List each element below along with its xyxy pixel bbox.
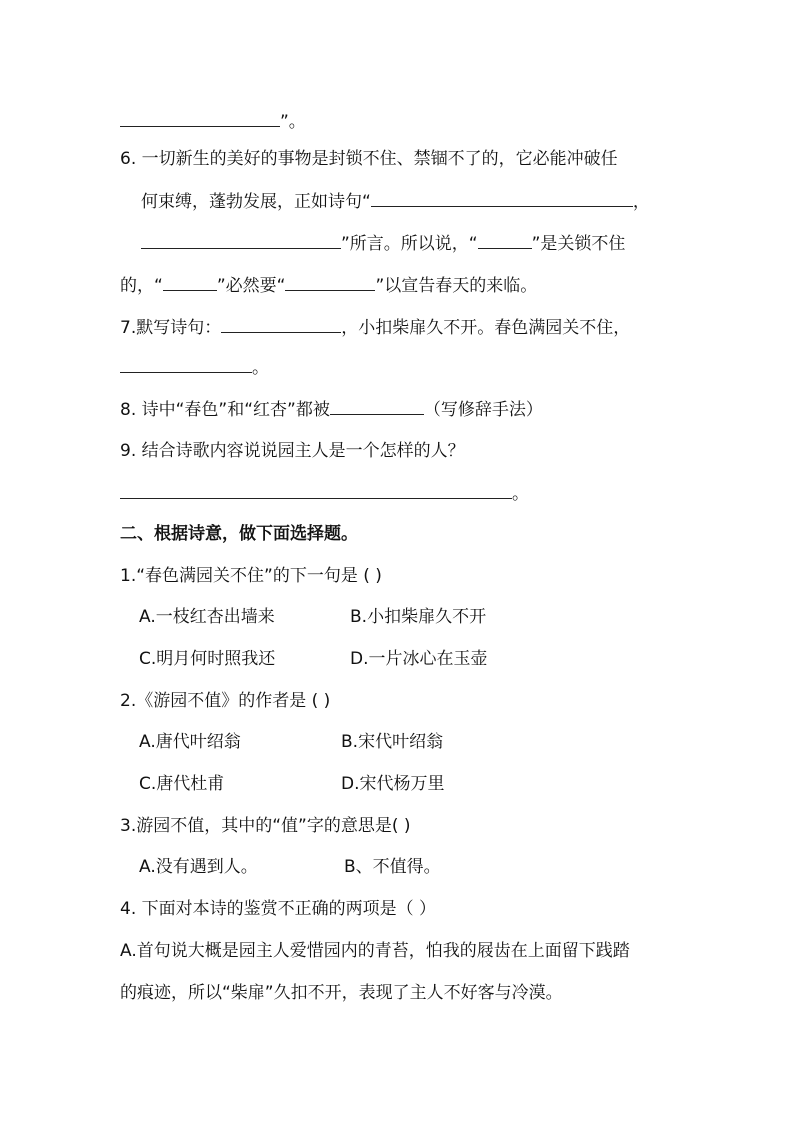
line-text: 。 [512, 484, 529, 504]
line-text: ，小扣柴扉久不开。春色满园关不住， [341, 318, 631, 338]
line-text: ”所言。所以说，“ [341, 234, 478, 254]
answer-blank[interactable] [221, 314, 341, 333]
answer-blank[interactable] [371, 188, 633, 207]
line-text: 8. 诗中“春色”和“红杏”都被 [120, 400, 330, 420]
mc-2-option-b[interactable]: B.宋代叶绍翁 [341, 732, 444, 752]
mc-3-option-b[interactable]: B、不值得。 [344, 857, 441, 877]
mc-question-3: 3.游园不值，其中的“值”字的意思是( ) [120, 816, 411, 836]
mc-2-option-c[interactable]: C.唐代杜甫 [139, 774, 225, 794]
mc-4-option-a-line-2[interactable]: 的痕迹，所以“柴扉”久扣不开，表现了主人不好客与冷漠。 [120, 983, 563, 1003]
question-9-answer [120, 480, 529, 507]
answer-blank[interactable] [120, 480, 512, 499]
question-6-line-3 [141, 230, 625, 257]
question-7-line-2 [120, 354, 269, 381]
question-6-line-1: 6. 一切新生的美好的事物是封锁不住、禁锢不了的，它必能冲破任 [120, 149, 618, 169]
line-text: 7.默写诗句： [120, 318, 222, 338]
mc-3-option-a[interactable]: A.没有遇到人。 [139, 857, 258, 877]
question-6-line-4 [120, 272, 537, 299]
mc-1-option-a[interactable]: A.一枝红杏出墙来 [139, 607, 275, 627]
line-text: ”以宣告春天的来临。 [375, 276, 538, 296]
mc-1-option-b[interactable]: B.小扣柴扉久不开 [350, 607, 487, 627]
mc-question-4: 4. 下面对本诗的鉴赏不正确的两项是（ ） [120, 899, 437, 919]
mc-2-option-d[interactable]: D.宋代杨万里 [341, 774, 445, 794]
question-7-line-1 [120, 314, 630, 341]
mc-4-option-a-line-1[interactable]: A.首句说大概是园主人爱惜园内的青苔，怕我的屐齿在上面留下践踏 [120, 941, 630, 961]
line-text: 的，“ [120, 276, 163, 296]
answer-blank[interactable] [285, 272, 375, 291]
mc-2-option-a[interactable]: A.唐代叶绍翁 [139, 732, 241, 752]
line-text: ”必然要“ [216, 276, 286, 296]
answer-blank[interactable] [120, 354, 252, 373]
question-6-line-2 [141, 188, 650, 215]
line-text: ”。 [280, 112, 306, 132]
answer-blank[interactable] [163, 272, 217, 291]
answer-blank[interactable] [120, 108, 280, 127]
line-text: 何束缚，蓬勃发展，正如诗句“ [141, 192, 371, 212]
line-text: ”是关锁不住 [531, 234, 626, 254]
answer-blank[interactable] [330, 396, 424, 415]
mc-1-option-c[interactable]: C.明月何时照我还 [139, 649, 276, 669]
line-text: ， [632, 192, 650, 212]
answer-line-end [120, 108, 306, 135]
mc-question-1: 1.“春色满园关不住”的下一句是 ( ) [120, 566, 382, 586]
mc-1-option-d[interactable]: D.一片冰心在玉壶 [350, 649, 488, 669]
question-9: 9. 结合诗歌内容说说园主人是一个怎样的人？ [120, 441, 465, 461]
section-2-title: 二、根据诗意，做下面选择题。 [120, 524, 358, 544]
line-text: 。 [252, 358, 269, 378]
question-8 [120, 396, 543, 423]
answer-blank[interactable] [478, 230, 532, 249]
line-text: （写修辞手法） [423, 400, 543, 420]
mc-question-2: 2.《游园不值》的作者是 ( ) [120, 691, 331, 711]
answer-blank[interactable] [141, 230, 341, 249]
